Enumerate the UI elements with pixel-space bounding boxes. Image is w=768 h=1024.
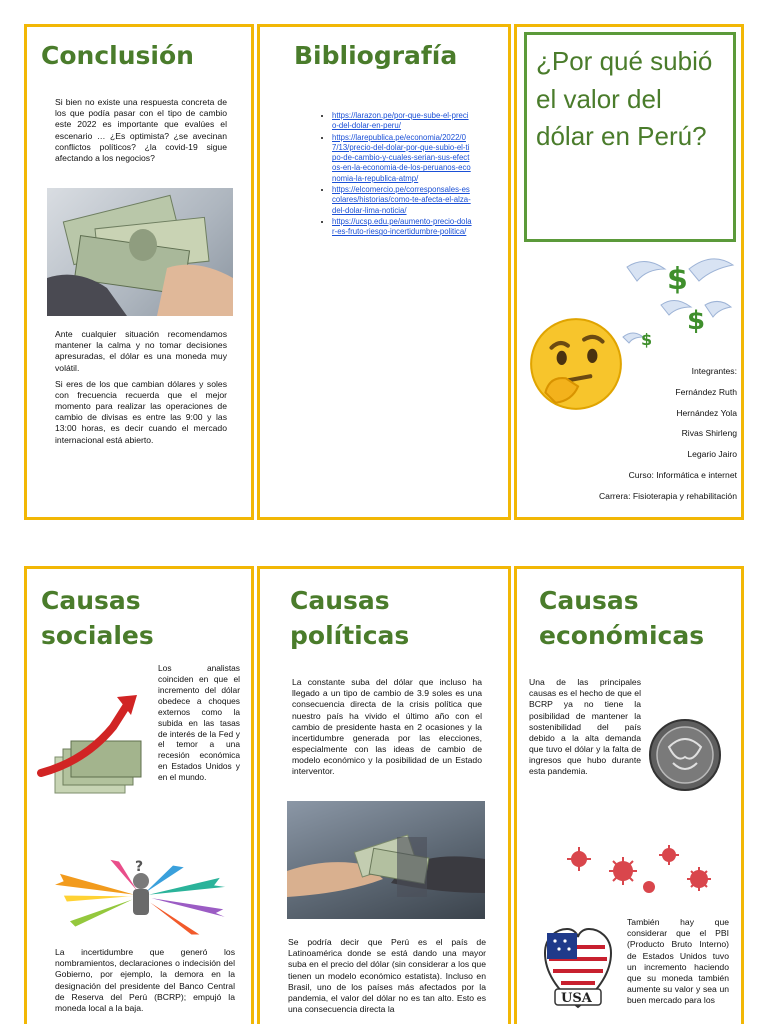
causas-politicas-panel <box>257 566 511 1024</box>
cover-title-box <box>524 32 736 242</box>
bib-item <box>332 111 472 132</box>
economicas-text-2: También hay que considerar que el PBI (Producto Bruto Interno) de Estados Unidos tuvo un incremento haciendo que su moneda también aumente su valor y sea un buen mercado para los <box>627 917 729 1006</box>
svg-text:$: $ <box>687 306 706 336</box>
small-flying-dollar-icon <box>621 323 671 353</box>
bib-item <box>332 133 472 184</box>
sociales-title: Causas sociales <box>41 586 154 650</box>
svg-text:?: ? <box>135 859 144 875</box>
bibliography-list <box>332 111 472 238</box>
bib-link[interactable]: https://larepublica.pe/economia/2022/07/13/precio-del-dolar-por-que-subio-el-tipo-de-cambio-y-cuales-serian-sus-efectos-en-la-economia-de-los-peruanos-economia-la-republica-atmp/ <box>332 132 471 183</box>
cover-panel <box>514 24 744 520</box>
conclusion-text-1: Si bien no existe una respuesta concreta de los que podía pasar con el tipo de cambio este 2022 es importante que evalúes el escenario … ¿Es optimista? ¿se avecinan conflictos políticos? ¿la covid-19 sigue afectando a los negocios? <box>55 97 227 163</box>
causas-sociales-panel <box>24 566 254 1024</box>
bib-item <box>332 185 472 216</box>
bib-link[interactable]: https://larazon.pe/por-que-sube-el-precio-del-dolar-en-peru/ <box>332 111 469 131</box>
bcrp-coin-icon <box>647 717 723 793</box>
cover-title: ¿Por qué subió el valor del dólar en Perú? <box>536 46 713 152</box>
politicas-title: Causas políticas <box>290 586 410 650</box>
virus-icon <box>549 841 735 899</box>
member-name: Legario Jairo <box>687 449 737 460</box>
politicas-text-2: Se podría decir que Perú es el país de Latinoamérica donde se está dando una mayor suba en el precio del dólar (sin considerar a los que tienen un modelo económico estatista). Incluso en Brasil, uno de los países más afectados por la pandemia, el valor del dólar no es tan alto. Esto es una consecuencia directa la <box>288 937 486 1015</box>
sociales-text-2: La incertidumbre que generó los nombramientos, declaraciones o indecisión del Gobierno, por ejemplo, la demora en la designación del presidente del Banco Central de Reserva del Perú (BCRP); empujó la moneda local a la baja. <box>55 947 235 1013</box>
economicas-text-1: Una de las principales causas es el hecho de que el BCRP ya no tiene la posibilidad de mantener la sostenibilidad del país debido a la alta demanda que tuvo el dólar y la falta de ingresos que hubo durante esta pandemia. <box>529 677 641 777</box>
member-name: Hernández Yola <box>676 407 737 418</box>
usa-label: USA <box>561 991 592 1006</box>
bibliografia-panel <box>257 24 511 520</box>
usa-flag-heart-icon <box>543 919 613 1011</box>
carrera-label: Carrera: Fisioterapia y rehabilitación <box>598 490 737 501</box>
integrantes-label: Integrantes: <box>691 366 737 376</box>
economicas-title: Causas económicas <box>539 586 705 650</box>
rising-arrow-chart-image <box>35 677 155 801</box>
bib-item <box>332 217 472 238</box>
currency-exchange-photo <box>287 801 485 919</box>
conclusion-text-2: Ante cualquier situación recomendamos mantener la calma y no tomar decisiones apresuradas, el dólar es una moneda muy volátil. Si eres de los que cambian dólares y soles con frecuencia recuerda que el mejor momento para realizar las operaciones de cambio de divisas es entre las 9:00 y las 13:00 horas, es decir cuando el mercado internacional está abierto. <box>55 329 227 445</box>
politicas-text-1: La constante suba del dólar que incluso ha llegado a un tipo de cambio de 3.9 soles es una consecuencia directa de la crisis política que nuestro país ha vivido el último año con el cambio de presidente hasta en 2 ocasiones y la incertidumbre generada por las elecciones, especialmente con las ideas de cambio de modelo económico y la posibilidad de un Estado interventor. <box>292 677 482 777</box>
member-name: Rivas Shirleng <box>681 428 737 439</box>
bibliografia-title: Bibliografía <box>294 41 458 70</box>
causas-economicas-panel <box>514 566 744 1024</box>
svg-text:$: $ <box>641 330 653 349</box>
arrows-question-image <box>49 851 235 941</box>
svg-text:$: $ <box>667 262 688 297</box>
sociales-text-1: Los analistas coinciden en que el incremento del dólar obedece a choques externos como la subida en las tasas de interés de la Fed y el temor a una recesión económica en Estados Unidos y en el mundo. <box>158 663 240 783</box>
member-name: Fernández Ruth <box>675 386 737 397</box>
cover-info <box>577 361 737 507</box>
curso-label: Curso: Informática e internet <box>628 469 737 480</box>
conclusion-title: Conclusión <box>41 41 194 70</box>
conclusion-panel <box>24 24 254 520</box>
money-hands-photo <box>47 188 233 316</box>
bib-link[interactable]: https://elcomercio.pe/corresponsales-escolares/historias/como-te-afecta-el-alza-del-dolar-lima-noticia/ <box>332 184 471 215</box>
bib-link[interactable]: https://ucsp.edu.pe/aumento-precio-dolar-es-fruto-riesgo-incertidumbre-politica/ <box>332 216 472 237</box>
